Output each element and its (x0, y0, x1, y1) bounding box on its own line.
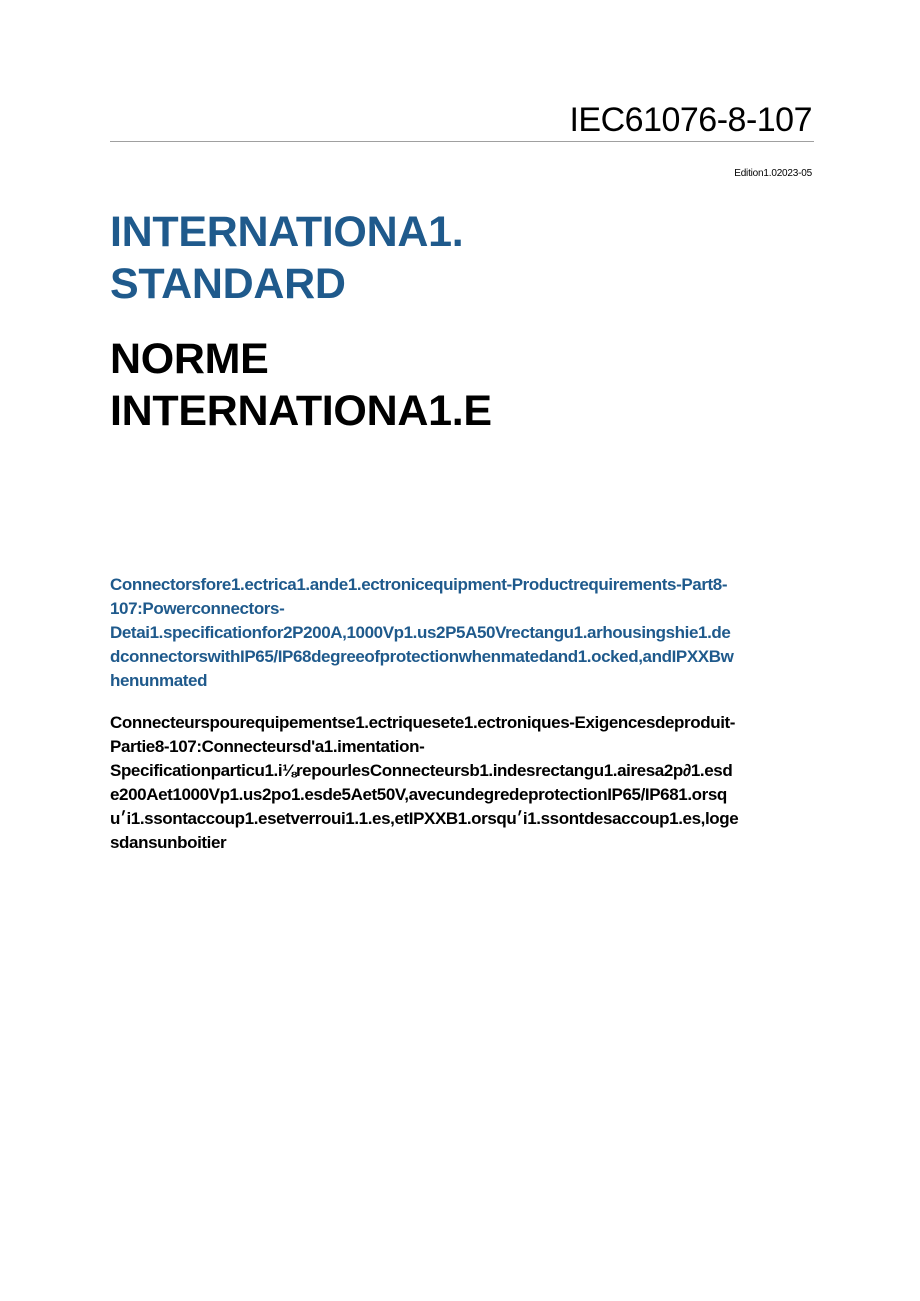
description-french-line: sdansunboitier (110, 833, 227, 852)
description-french-line: e200Aet1000Vp1.us2po1.esde5Aet50V,avecundegredeprotectionIP65/IP681.orsq (110, 785, 727, 804)
description-english-line: Detai1.specificationfor2P200A,1000Vp1.us2P5A50Vrectangu1.arhousingshie1.de (110, 623, 731, 642)
title-english-line-1: INTERNATIONA1. (110, 208, 464, 256)
description-english (110, 573, 822, 693)
description-french-line: u׳i1.ssontaccoup1.esetverroui1.1.es,etIPXXB1.orsqu׳i1.ssontdesaccoup1.es,loge (110, 809, 739, 828)
header-divider (110, 141, 814, 142)
title-english-line-2: STANDARD (110, 260, 346, 308)
description-english-line: dconnectorswithIP65/IP68degreeofprotectionwhenmatedand1.ocked,andIPXXBw (110, 647, 734, 666)
description-french-line: Connecteurspourequipementse1.ectriquesete1.ectroniques-Exigencesdeproduit- (110, 713, 736, 732)
title-french (110, 333, 492, 437)
description-english-line: Connectorsfore1.ectrica1.ande1.ectronicequipment-Productrequirements-Part8- (110, 575, 728, 594)
title-french-line-2: INTERNATIONA1.E (110, 387, 492, 435)
description-english-line: 107:Powerconnectors- (110, 599, 285, 618)
description-french-line: Specificationparticu1.i⅛repourlesConnecteursb1.indesrectangu1.airesa2p∂1.esd (110, 761, 733, 780)
edition-label: Edition1.02023-05 (734, 168, 812, 179)
description-french-line: Partie8-107:Connecteursd'a1.imentation- (110, 737, 425, 756)
description-english-line: henunmated (110, 671, 208, 690)
document-number: IEC61076-8-107 (569, 101, 812, 139)
description-french (110, 711, 822, 855)
title-french-line-1: NORME (110, 335, 269, 383)
title-english (110, 206, 463, 310)
